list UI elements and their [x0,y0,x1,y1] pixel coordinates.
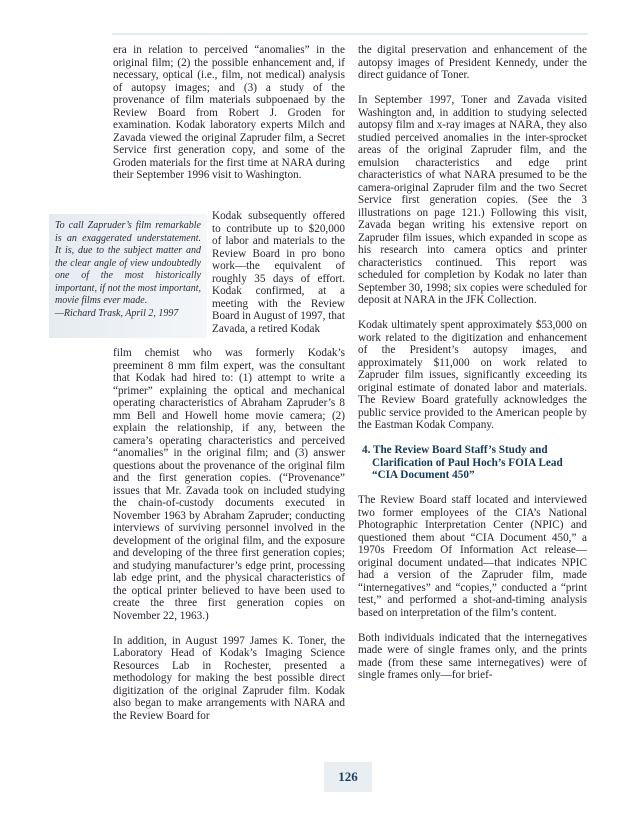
pull-quote [55,220,201,320]
paragraph: In addition, in August 1997 James K. Toner, the Laboratory Head of Kodak’s Imaging Science Resources Lab in Rochester, presented a methodology for making the best possible direct digitization of the original Zapruder film. Kodak also began to make arrangements with NARA and the Review Board for [113,634,345,722]
paragraph: In September 1997, Toner and Zavada visited Washington and, in addition to studying selected autopsy film and x-ray images at NARA, they also studied perceived anomalies in the inter-sprocket areas of the original Zapruder film, and the emulsion characteristics and edge print characteristics of what NARA presumed to be the camera-original Zapruder film and the two Secret Service first generation copies. (See the 3 illustrations on page 121.) Following this visit, Zavada began writing his extensive report on Zapruder film issues, which expanded in scope as his research into camera optics and printer characteristics continued. This report was scheduled for completion by Kodak no later than September 30, 1998; six copies were scheduled for deposit at NARA in the JFK Collection. [358,94,587,306]
pull-quote-text: To call Zapruder’s film remarkable is an exaggerated understatement. It is, due to the subject matter and the clear angle of view undoubtedly one of the most historically important, if not the most important, movie films ever made. [55,220,201,306]
left-column-top [113,44,345,194]
paragraph: Kodak ultimately spent approximately $53,000 on work related to the digitization and enhancement of the President’s autopsy images, and approximately $11,000 on work related to Zapruder film issues, significantly exceeding its original estimate of donated labor and materials. The Review Board gratefully acknowledges the public service provided to the American people by the Eastman Kodak Company. [358,319,587,431]
section-heading [358,444,587,482]
left-column-wrap [212,210,345,348]
section-title: The Review Board Staff’s Study and Clarification of Paul Hoch’s FOIA Lead “CIA Document 450” [372,444,563,481]
top-rule [112,33,588,35]
pull-quote-callout [49,214,207,338]
paragraph: film chemist who was formerly Kodak’s preeminent 8 mm film expert, was the consultant that Kodak had hired to: (1) attempt to write a “primer” explaining the optical and mechanical operating characteristics of Abraham Zapruder’s 8 mm Bell and Howell home movie camera; (2) explain the relationship, if any, between the camera’s operating characteristics and perceived “anomalies” in the original film; and (3) answer questions about the provenance of the original film and the first generation copies. (“Provenance” issues that Mr. Zavada took on included studying the chain-of-custody documents executed in November 1963 by Abraham Zapruder; conducting interviews of surviving personnel involved in the development of the original film, and the exposure and developing of the three first generation copies; and studying manufacturer’s edge print, processing lab edge print, and the physical characteristics of the optical printer believed to have been used to create the three first generation copies on November 22, 1963.) [113,347,345,622]
right-column [358,44,587,694]
paragraph: The Review Board staff located and interviewed two former employees of the CIA’s National Photographic Interpretation Center (NPIC) and questioned them about “CIA Document 450,” a 1970s Freedom Of Information Act release—original document undated—that indicates NPIC had a version of the Zapruder film, made “internegatives” and “copies,” conducted a “print test,” and performed a shot-and-timing analysis based on interpretation of the film’s content. [358,494,587,619]
paragraph: Both individuals indicated that the internegatives made were of single frames only, and the prints made (from these same internegatives) were of single frames only—for brief- [358,631,587,681]
page-number: 126 [324,762,372,792]
pull-quote-attribution: —Richard Trask, April 2, 1997 [55,307,179,319]
paragraph: era in relation to perceived “anomalies” in the original film; (2) the possible enhancement and, if necessary, optical (i.e., film, not medical) analysis of autopsy images; and (3) a study of the provenance of film materials subpoenaed by the Review Board from Robert J. Groden for examination. Kodak laboratory experts Milch and Zavada viewed the original Zapruder film, a Secret Service first generation copy, and some of the Groden materials for the first time at NARA during their September 1996 visit to Washington. [113,44,345,181]
section-number: 4. [362,444,371,456]
paragraph: the digital preservation and enhancement of the autopsy images of President Kennedy, under the direct guidance of Toner. [358,44,587,81]
left-column-bottom [113,347,345,735]
paragraph: Kodak subsequently offered to contribute up to $20,000 of labor and materials to the Review Board in pro bono work—the equivalent of roughly 35 days of effort. Kodak confirmed, at a meeting with the Review Board in August of 1997, that Zavada, a retired Kodak [212,210,345,335]
